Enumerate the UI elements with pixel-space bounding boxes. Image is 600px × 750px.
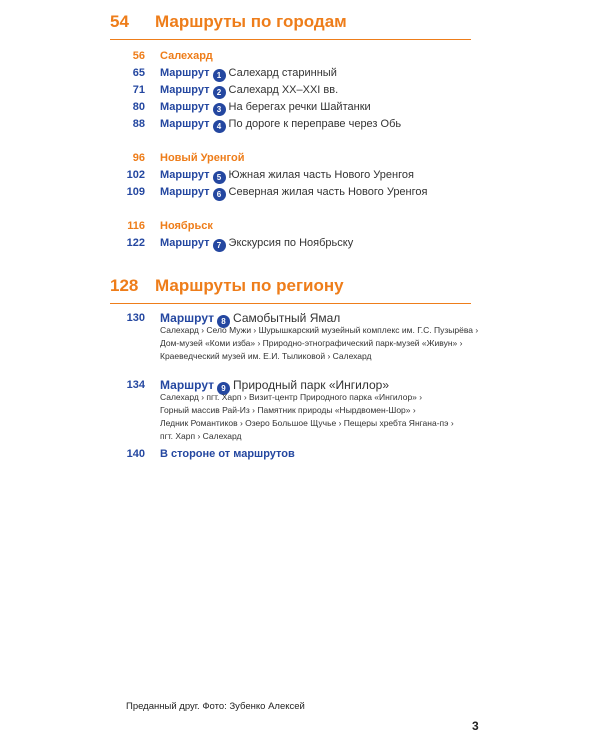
toc-page-number: 116 [127,220,145,232]
toc-page-number: 140 [126,448,145,460]
route-label: Маршрут [160,237,210,249]
toc-page-number: 65 [132,67,145,79]
route-number-badge: 8 [217,315,230,328]
route-label: Маршрут [160,378,215,392]
photo-caption: Преданный друг. Фото: Зубенко Алексей [126,701,305,712]
city-name: Ноябрьск [160,220,213,232]
toc-page-number: 80 [132,101,145,113]
section-page-number: 128 [110,276,139,295]
route-label: Маршрут [160,118,210,130]
section-heading-region [110,276,344,296]
route-number-badge: 6 [213,188,226,201]
toc-route-5[interactable] [0,167,600,183]
route-title: Южная жилая часть Нового Уренгоя [228,169,414,181]
route-stops-line: Салехард › Село Мужи › Шурышкарский музейный комплекс им. Г.С. Пузырёва › [160,325,479,335]
toc-page-number: 71 [132,84,145,96]
toc-page-number: 109 [126,186,145,198]
route-label: Маршрут [160,311,215,325]
toc-route-2[interactable] [0,82,600,98]
route-stops-line: Ледник Романтиков › Озеро Большое Щучье › Пещеры хребта Янгана-пэ › [160,418,454,428]
toc-page-number: 102 [126,169,145,181]
toc-city-noyabrsk[interactable] [0,218,600,234]
toc-route-3[interactable] [0,99,600,115]
route-number-badge: 5 [213,171,226,184]
route-number-badge: 4 [213,120,226,133]
section-heading-cities [110,12,347,32]
route-title: Природный парк «Ингилор» [233,378,390,392]
route-stops-line: Салехард › пгт. Харп › Визит-центр Природного парка «Ингилор» › [160,392,423,402]
section-page-number: 54 [110,12,129,31]
toc-route-4[interactable] [0,116,600,132]
section-title: Маршруты по городам [155,12,347,31]
toc-aside[interactable] [0,446,600,462]
section-title: Маршруты по региону [155,276,344,295]
toc-page-number: 88 [132,118,145,130]
route-label: Маршрут [160,84,210,96]
toc-page-number: 96 [132,152,145,164]
page-number: 3 [472,719,479,733]
toc-route-7[interactable] [0,235,600,251]
aside-title: В стороне от маршрутов [160,448,295,460]
toc-route-6[interactable] [0,184,600,200]
toc-route-1[interactable] [0,65,600,81]
route-stops-line: Горный массив Рай-Из › Памятник природы «Нырдвомен-Шор» › [160,405,416,415]
route-title: Самобытный Ямал [233,311,341,325]
toc-city-novy-urengoy[interactable] [0,150,600,166]
route-label: Маршрут [160,186,210,198]
route-stops-line: пгт. Харп › Салехард [160,431,242,441]
route-stops-line: Краеведческий музей им. Е.И. Тыликовой › Салехард [160,351,372,361]
city-name: Новый Уренгой [160,152,245,164]
route-title: На берегах речки Шайтанки [228,101,371,113]
route-title: Салехард старинный [228,67,337,79]
section-divider [110,39,471,40]
route-label: Маршрут [160,67,210,79]
route-title: По дороге к переправе через Обь [228,118,402,130]
city-name: Салехард [160,50,213,62]
route-label: Маршрут [160,169,210,181]
section-divider [110,303,471,304]
toc-page-number: 130 [126,312,145,324]
route-number-badge: 1 [213,69,226,82]
toc-page-number: 122 [126,237,145,249]
route-stops-line: Дом-музей «Коми изба» › Природно-этнографический парк-музей «Живун» › [160,338,463,348]
route-label: Маршрут [160,101,210,113]
route-number-badge: 2 [213,86,226,99]
toc-city-salekhard[interactable] [0,48,600,64]
route-number-badge: 7 [213,239,226,252]
route-title: Экскурсия по Ноябрьску [228,237,354,249]
route-number-badge: 9 [217,382,230,395]
toc-page-number: 134 [126,379,145,391]
route-title: Салехард XX–XXI вв. [228,84,339,96]
route-title: Северная жилая часть Нового Уренгоя [228,186,428,198]
toc-page-number: 56 [132,50,145,62]
route-number-badge: 3 [213,103,226,116]
